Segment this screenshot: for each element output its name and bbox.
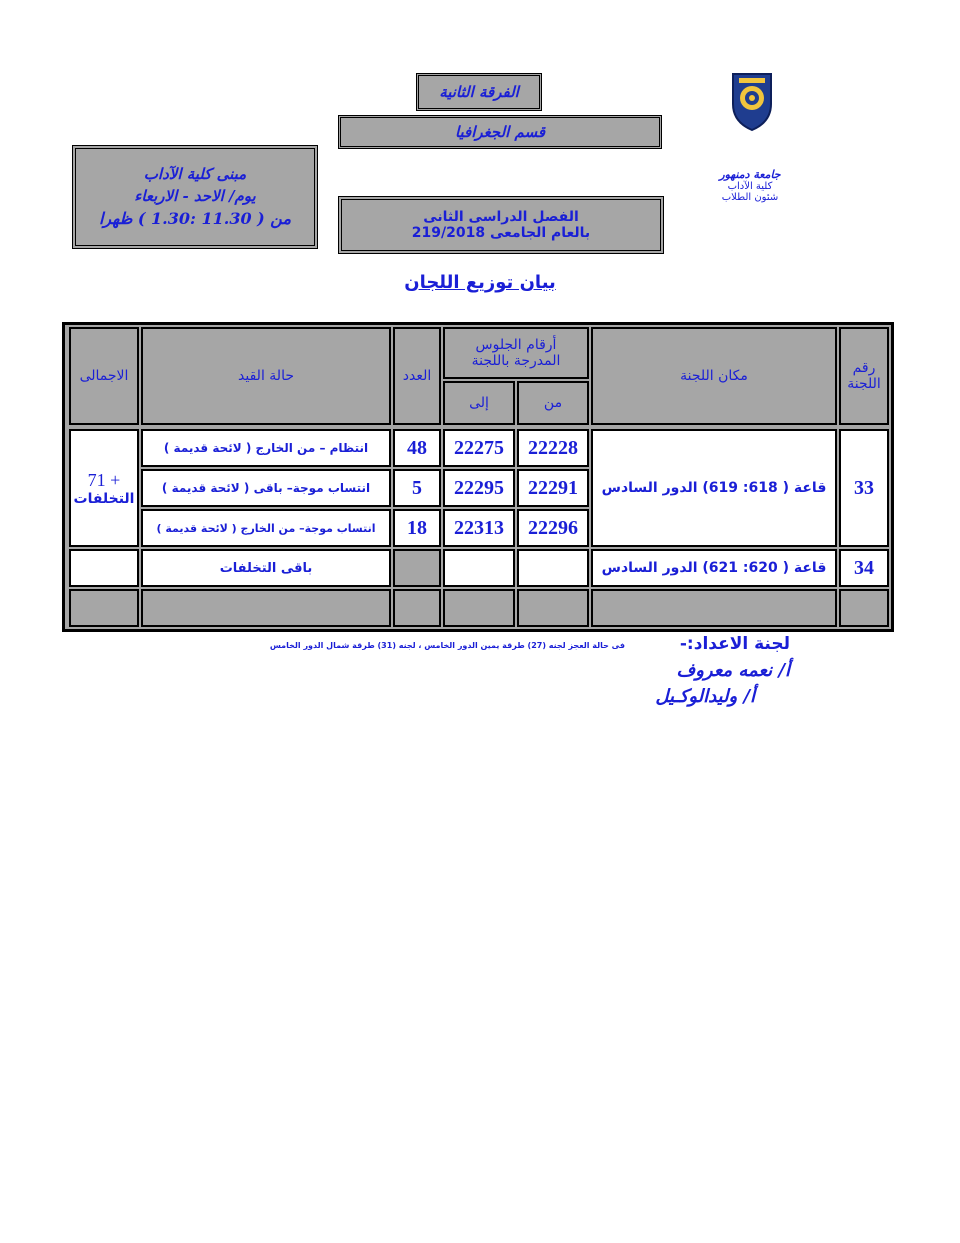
header-seat-numbers: أرقام الجلوس المدرجة باللجنة (443, 327, 589, 379)
semester-box (338, 196, 664, 254)
header-status: حالة القيد (141, 327, 391, 425)
building-box (72, 145, 318, 249)
committee-34-from (517, 549, 589, 587)
table-row-2-from: 22291 (517, 469, 589, 507)
table-row-3-to: 22313 (443, 509, 515, 547)
empty-row-location (591, 589, 837, 627)
committee-34-total (69, 549, 139, 587)
committee-34-status: باقى التخلفات (141, 549, 391, 587)
table-row-1-status: انتظام – من الخارج ( لائحة قديمة ) (141, 429, 391, 467)
empty-row-from (517, 589, 589, 627)
table-row-3-count: 18 (393, 509, 441, 547)
building-line-3: من ( 11.30 :1.30 ) ظهرا (98, 209, 292, 228)
table-row-1-to: 22275 (443, 429, 515, 467)
semester-line-1: الفصل الدراسى الثانى (423, 209, 579, 225)
header-from: من (517, 381, 589, 425)
committee-34-count (393, 549, 441, 587)
empty-row-status (141, 589, 391, 627)
preparer-2: أ/ وليدالوكـيل (655, 686, 755, 707)
year-group-label: الفرقة الثانية (439, 83, 519, 101)
table-row-3-from: 22296 (517, 509, 589, 547)
table-row-1-count: 48 (393, 429, 441, 467)
department-box (338, 115, 662, 149)
building-line-2: يوم/ الاحد - الاربعاء (134, 187, 256, 205)
committee-33-location: قاعة ( 618: 619) الدور السادس (591, 429, 837, 547)
header-total: الاجمالى (69, 327, 139, 425)
header-count: العدد (393, 327, 441, 425)
table-row-2-status: انتساب موجة– باقى ( لائحة قديمة ) (141, 469, 391, 507)
org-block (690, 168, 810, 203)
committees-table (62, 322, 894, 632)
header-committee-no: رقم اللجنة (839, 327, 889, 425)
shortage-note: فى حالة العجز لجنه (27) طرقة يمين الدور الخامس ، لجنه (31) طرقة شمال الدور الخامس (269, 641, 625, 650)
empty-row-to (443, 589, 515, 627)
page-title: بيان توزيع اللجان (404, 272, 556, 293)
committee-34-to (443, 549, 515, 587)
committee-33-total-count: 71 + (87, 469, 121, 490)
university-logo (729, 70, 775, 132)
committee-33-no: 33 (839, 429, 889, 547)
building-line-1: مبنى كلية الآداب (143, 165, 247, 183)
table-row-2-to: 22295 (443, 469, 515, 507)
org-department: شئون الطلاب (721, 192, 779, 203)
year-group-box (416, 73, 542, 111)
department-label: قسم الجغرافيا (454, 123, 546, 141)
preparation-committee-label: لجنة الاعداد:- (679, 634, 790, 654)
table-row-3-status: انتساب موجة– من الخارج ( لائحة قديمة ) (141, 509, 391, 547)
committee-33-total (69, 429, 139, 547)
table-row-2-count: 5 (393, 469, 441, 507)
org-faculty: كلية الآداب (727, 181, 773, 192)
committee-34-location: قاعة ( 620: 621) الدور السادس (591, 549, 837, 587)
committee-34-no: 34 (839, 549, 889, 587)
empty-row-committee-no (839, 589, 889, 627)
header-location: مكان اللجنة (591, 327, 837, 425)
preparer-1: أ/ نعمه معروف (676, 660, 790, 681)
committee-33-total-label: التخلفات (73, 490, 135, 507)
org-university: جامعة دمنهور (719, 168, 781, 181)
empty-row-total (69, 589, 139, 627)
table-row-1-from: 22228 (517, 429, 589, 467)
header-to: إلى (443, 381, 515, 425)
semester-line-2: بالعام الجامعى 219/2018 (411, 225, 591, 241)
empty-row-count (393, 589, 441, 627)
